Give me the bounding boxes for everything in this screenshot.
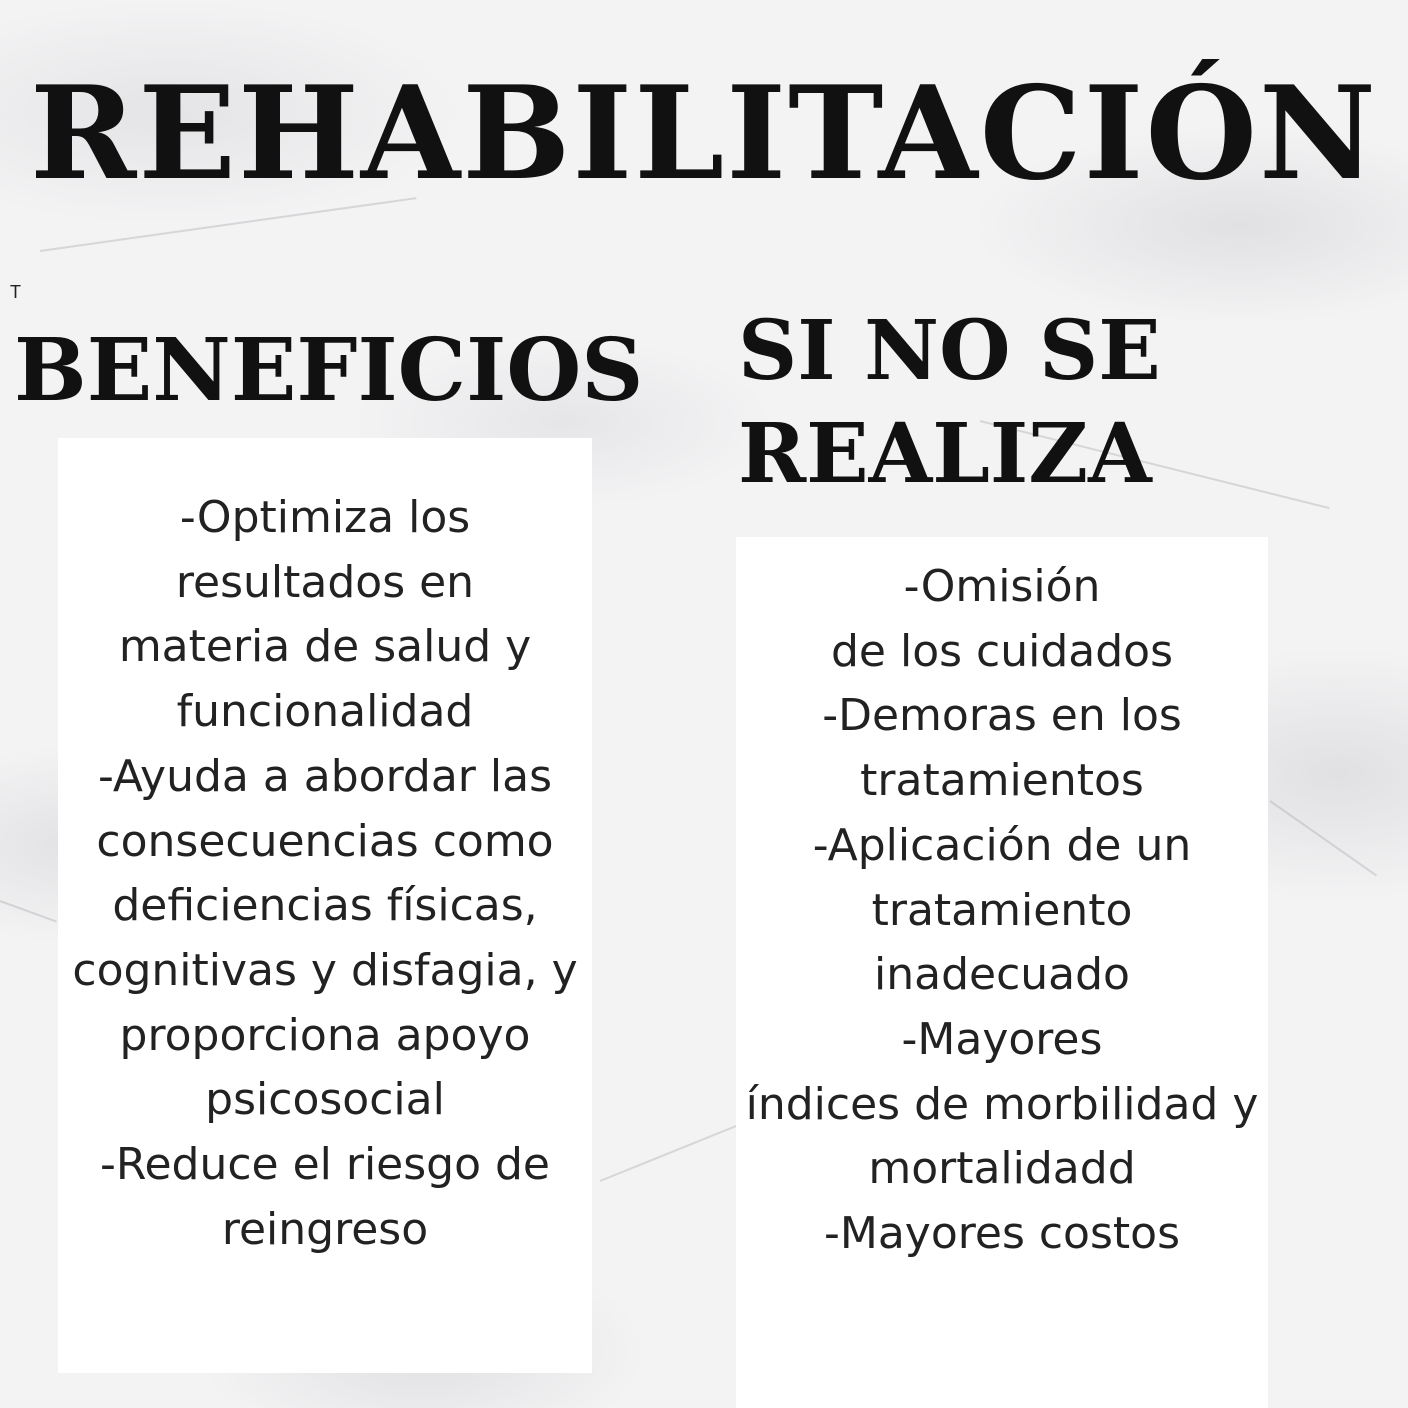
consequences-heading-line-1: SI NO SE bbox=[738, 303, 1161, 399]
consequences-line: inadecuado bbox=[874, 949, 1130, 1001]
benefits-line: -Reduce el riesgo de bbox=[99, 1139, 551, 1191]
consequences-heading-line-2: REALIZA bbox=[738, 405, 1152, 502]
benefits-line: -Ayuda a abordar las bbox=[98, 750, 552, 802]
consequences-line: mortalidadd bbox=[868, 1143, 1136, 1195]
benefits-line: resultados en bbox=[175, 556, 475, 608]
consequences-line: -Demoras en los bbox=[822, 690, 1182, 742]
benefits-line: -Optimiza los bbox=[179, 492, 471, 543]
benefits-line: proporciona apoyo bbox=[119, 1009, 531, 1061]
consequences-line: tratamientos bbox=[860, 755, 1144, 807]
consequences-card bbox=[736, 537, 1268, 1408]
marble-vein bbox=[1269, 800, 1377, 876]
benefits-line: deficiencias físicas, bbox=[112, 880, 538, 932]
benefits-line: psicosocial bbox=[205, 1074, 445, 1126]
benefits-heading: BENEFICIOS bbox=[14, 320, 644, 421]
stray-text-mark: T bbox=[10, 282, 21, 302]
consequences-line: índices de morbilidad y bbox=[745, 1078, 1259, 1130]
benefits-line: materia de salud y bbox=[118, 621, 532, 673]
page-title: REHABILITACIÓN bbox=[30, 59, 1378, 209]
consequences-line: de los cuidados bbox=[830, 625, 1173, 677]
benefits-line: cognitivas y disfagia, y bbox=[72, 944, 578, 996]
consequences-line: tratamiento bbox=[871, 884, 1133, 936]
benefits-line: consecuencias como bbox=[96, 815, 554, 867]
consequences-line: -Mayores bbox=[901, 1013, 1103, 1065]
benefits-line: reingreso bbox=[221, 1203, 429, 1255]
benefits-line: funcionalidad bbox=[176, 686, 474, 738]
consequences-line: -Omisión bbox=[903, 561, 1101, 612]
consequences-line: -Aplicación de un bbox=[812, 819, 1192, 871]
consequences-line: -Mayores costos bbox=[824, 1208, 1180, 1260]
benefits-card bbox=[58, 438, 592, 1373]
consequences-heading bbox=[738, 300, 1161, 505]
